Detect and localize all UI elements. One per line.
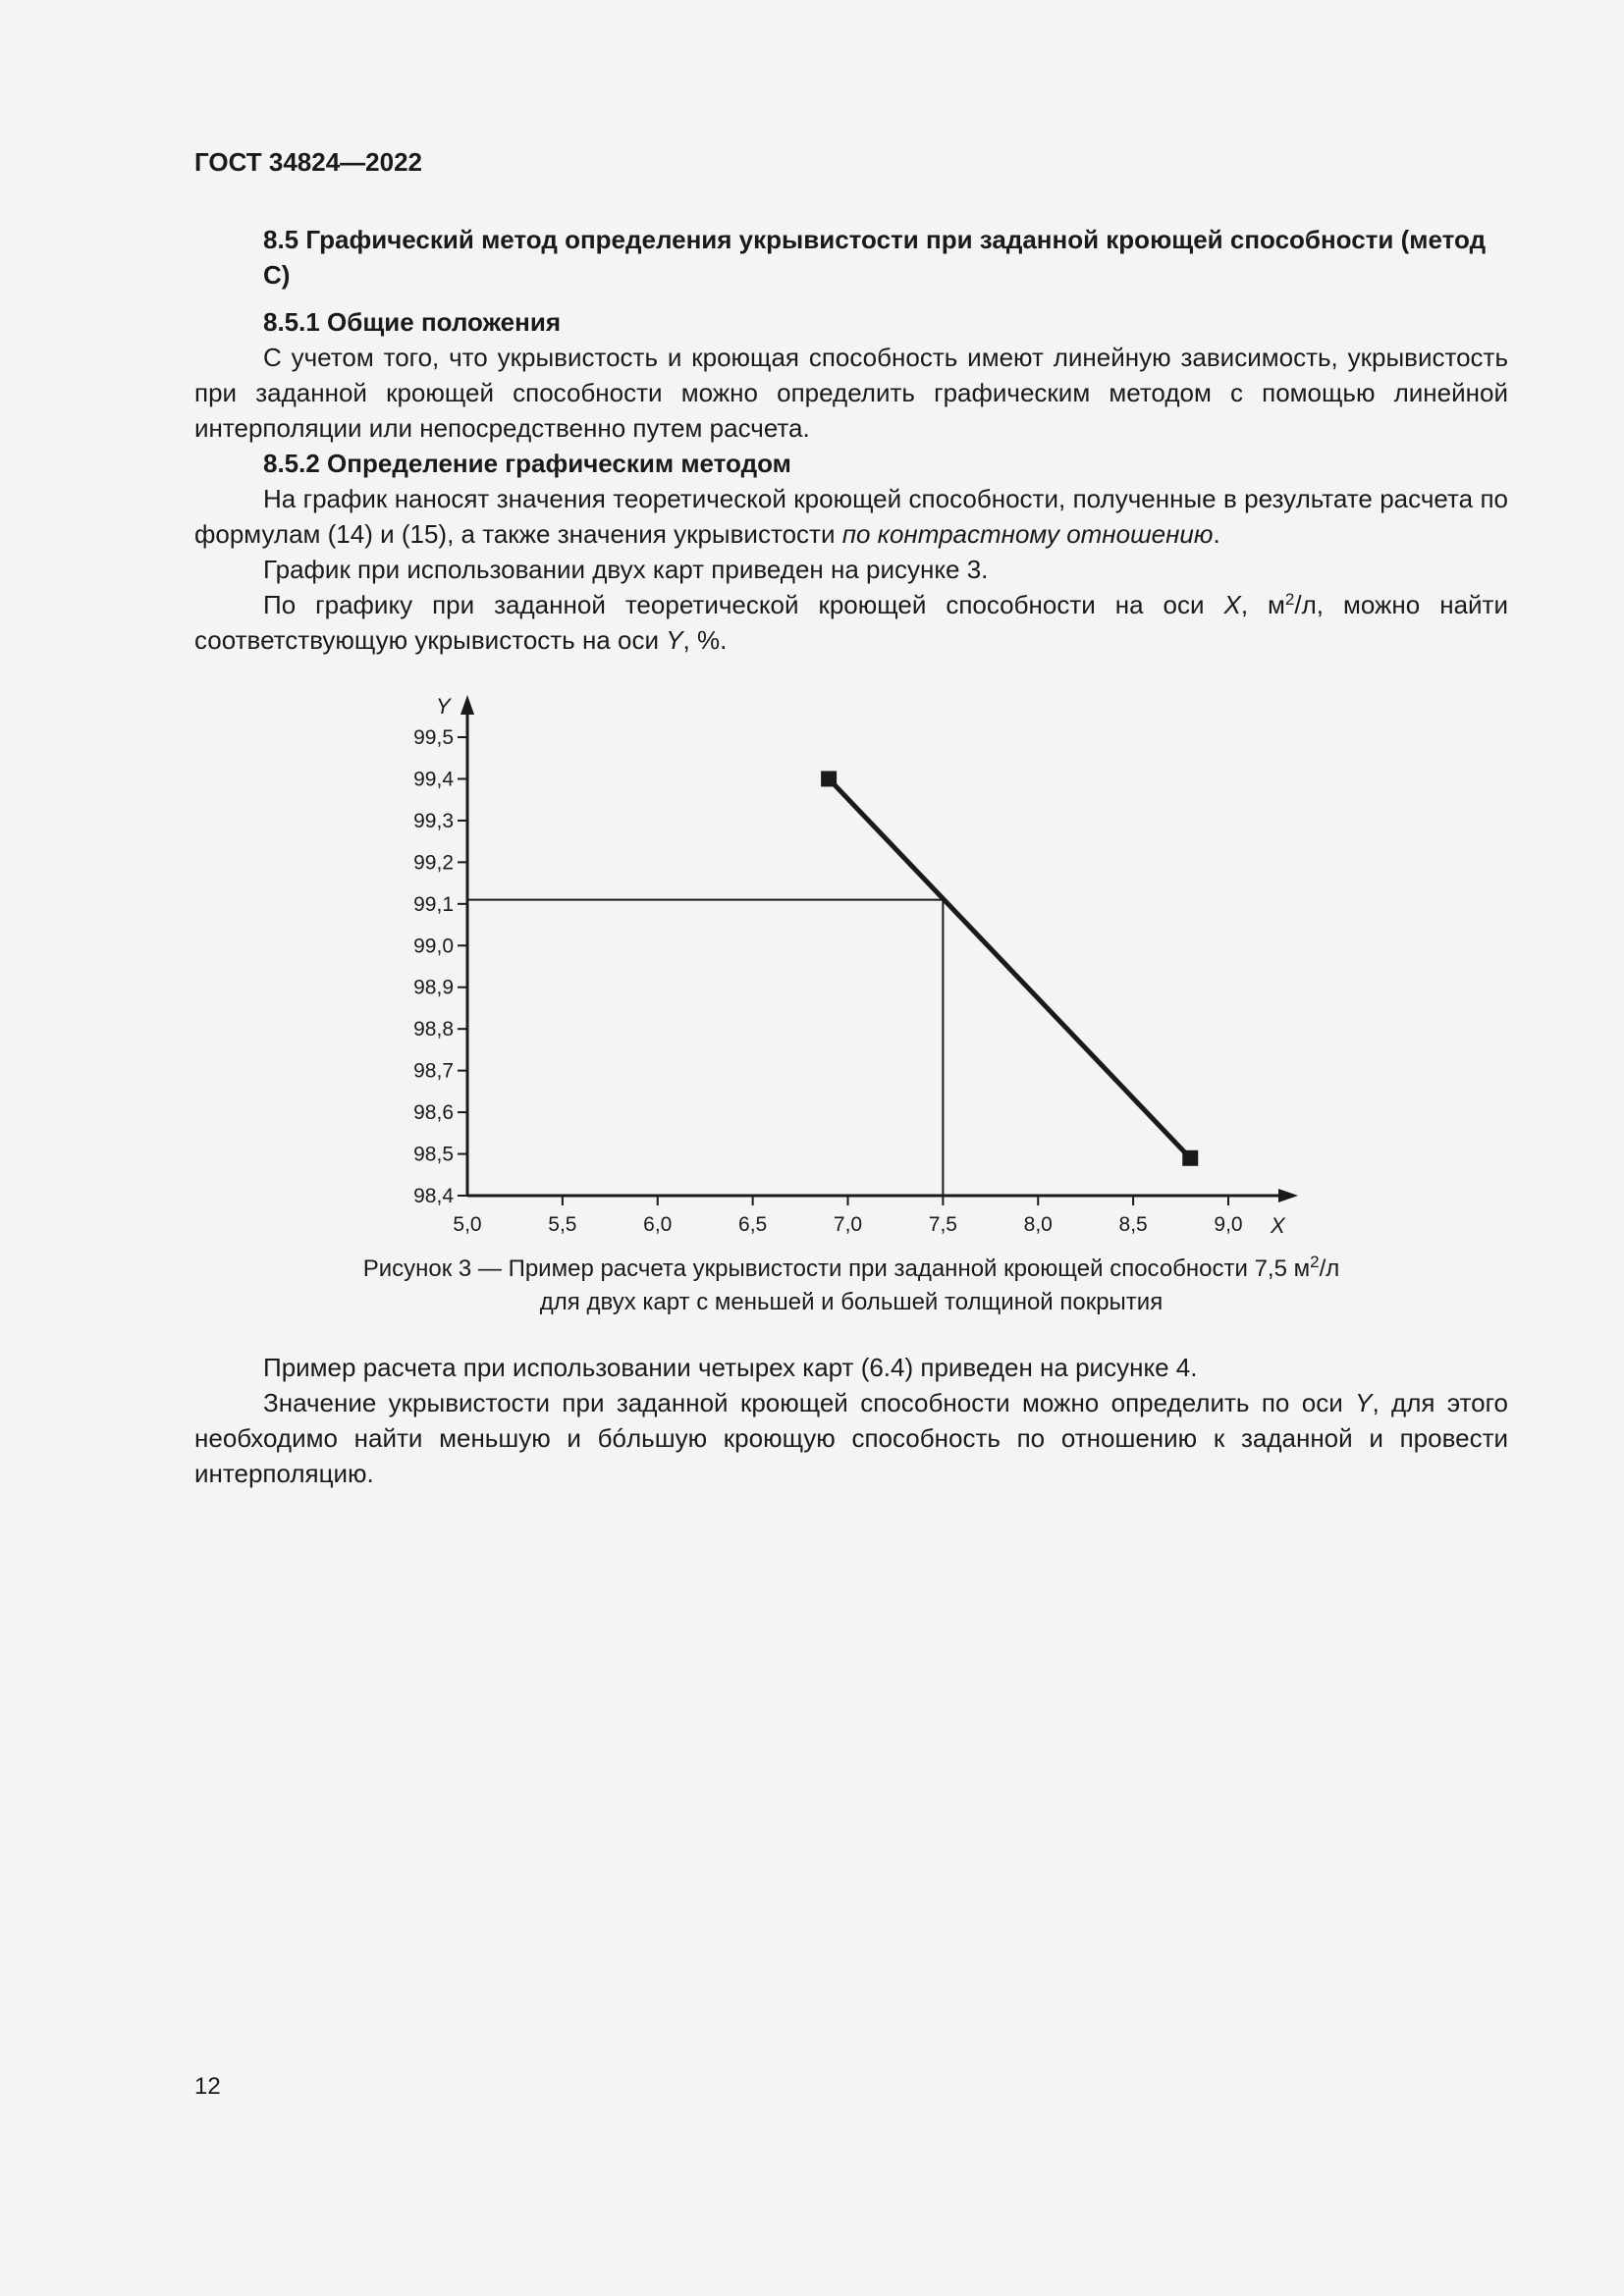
x-tick-label: 7,5 bbox=[928, 1213, 957, 1236]
x-tick-label: 7,0 bbox=[833, 1213, 863, 1236]
caption-line-1: Рисунок 3 — Пример расчета укрывистости при заданной кроющей способности 7,5 $м^2/л$ bbox=[362, 1253, 1340, 1282]
y-axis-arrow bbox=[460, 695, 474, 715]
following-text bbox=[194, 1350, 1508, 1491]
y-tick-label: 99,5 bbox=[413, 726, 454, 749]
y-tick-label: 98,5 bbox=[413, 1143, 454, 1166]
y-tick-label: 98,8 bbox=[413, 1018, 454, 1041]
x-tick-label: 6,0 bbox=[643, 1213, 673, 1236]
y-tick-label: 99,3 bbox=[413, 809, 454, 832]
y-tick-label: 98,6 bbox=[413, 1101, 454, 1125]
emphasis-contrast-ratio: по контрастному отношению bbox=[841, 519, 1214, 549]
y-tick-label: 99,4 bbox=[413, 768, 454, 791]
figure-caption bbox=[194, 1253, 1508, 1319]
x-tick-label: 5,0 bbox=[453, 1213, 482, 1236]
section-8-5-2-title: 8.5.2 Определение графическим методом bbox=[263, 449, 791, 478]
y-tick-label: 98,9 bbox=[413, 976, 454, 999]
x-tick-label: 8,5 bbox=[1118, 1213, 1148, 1236]
paragraph-2: График при использовании двух карт приведен на рисунке 3. bbox=[263, 555, 989, 584]
x-axis-arrow bbox=[1278, 1189, 1298, 1202]
paragraph-5: Значение укрывистости при заданной кроющей способности можно определить по оси Y, для этого необходимо найти меньшую и бóльшую кроющую способность по отношению к заданной и провести интерполяцию. bbox=[194, 1388, 1508, 1488]
y-tick-label: 99,0 bbox=[413, 934, 454, 958]
section-8-5-1-title: 8.5.1 Общие положения bbox=[263, 307, 561, 337]
y-tick-label: 99,2 bbox=[413, 851, 454, 875]
y-tick-label: 98,7 bbox=[413, 1059, 454, 1083]
paragraph-1: На график наносят значения теоретической кроющей способности, полученные в результате расчета по формулам (14) и (15), а также значения укрывистости по контрастному отношению. bbox=[194, 484, 1508, 549]
section-8-5-1-text: С учетом того, что укрывистость и кроющая способность имеют линейную зависимость, укрывистость при заданной кроющей способности можно определить графическим методом с помощью линейной интерполяции или непосредственно путем расчета. bbox=[194, 343, 1508, 443]
data-line bbox=[829, 778, 1190, 1157]
x-tick-label: 5,5 bbox=[548, 1213, 577, 1236]
x-axis-label: X bbox=[1271, 1213, 1285, 1238]
page-number: 12 bbox=[194, 2073, 221, 2100]
y-tick-label: 99,1 bbox=[413, 892, 454, 916]
data-point-marker bbox=[821, 771, 837, 786]
x-tick-label: 6,5 bbox=[738, 1213, 768, 1236]
caption-line-2: для двух карт с меньшей и большей толщиной покрытия bbox=[539, 1289, 1164, 1315]
y-axis-label: Y bbox=[436, 694, 451, 719]
document-id: ГОСТ 34824—2022 bbox=[194, 147, 422, 177]
paragraph-3: По графику при заданной теоретической кроющей способности на оси X, $м^2/л$, можно найти соответствующую укрывистость на оси Y, %. bbox=[194, 590, 1508, 655]
data-point-marker bbox=[1182, 1150, 1198, 1166]
section-8-5-title: 8.5 Графический метод определения укрывистости при заданной кроющей способности (метод С) bbox=[263, 225, 1487, 290]
x-tick-label: 8,0 bbox=[1023, 1213, 1053, 1236]
paragraph-4: Пример расчета при использовании четырех карт (6.4) приведен на рисунке 4. bbox=[263, 1353, 1198, 1382]
y-tick-label: 98,4 bbox=[413, 1185, 454, 1207]
x-tick-label: 9,0 bbox=[1214, 1213, 1243, 1236]
